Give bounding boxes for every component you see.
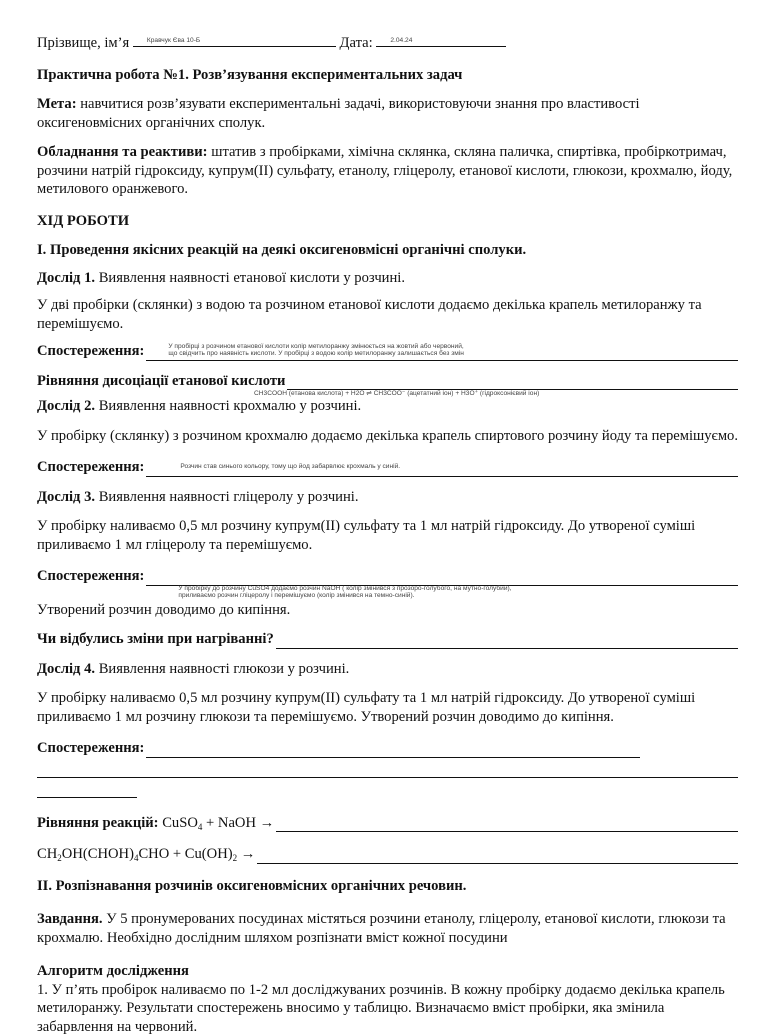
exp3-boil-text: Утворений розчин доводимо до кипіння.: [37, 601, 738, 620]
exp1-heading: [37, 269, 738, 288]
exp3-heading: [37, 488, 738, 507]
progress-heading: ХІД РОБОТИ: [37, 212, 738, 231]
exp2-label: Дослід 2.: [37, 398, 95, 414]
name-label: Прізвище, ім’я: [37, 35, 129, 51]
name-value: Кравчук Єва 10-Б: [147, 37, 200, 45]
exp2-text: У пробірку (склянку) з розчином крохмалю додаємо декілька крапель спиртового розчину йоду та перемішуємо.: [37, 427, 738, 446]
exp3-observation-field[interactable]: [146, 571, 738, 586]
name-field[interactable]: [133, 46, 336, 47]
reaction1-text: Рівняння реакцій: CuSO$_4$ + NaOH →: [37, 814, 274, 833]
equipment-paragraph: [37, 143, 738, 199]
exp2-title: Виявлення наявності крохмалю у розчині.: [99, 398, 361, 414]
equipment-text: штатив з пробірками, хімічна склянка, скляна паличка, спиртівка, пробіркотримач, розчини натрій гідроксиду, купрум(ІІ) сульфату, етанолу, гліцеролу, етанової кислоти, глюкози, крохмалю, йоду, метилового оранжевого.: [37, 144, 732, 197]
exp3-heat-question: Чи відбулись зміни при нагріванні?: [37, 630, 274, 649]
exp2-observation-row: [37, 458, 738, 477]
exp1-observation-line2: що свідчить про наявність кислоти. У пробірці з водою колір метилоранжу залишається без змін: [168, 350, 463, 358]
task-paragraph: [37, 910, 738, 947]
exp4-text: У пробірку наливаємо 0,5 мл розчину купрум(ІІ) сульфату та 1 мл натрій гідроксиду. До утвореної суміші приливаємо 1 мл розчину глюкози та перемішуємо. Утворений розчин доводимо до кипіння.: [37, 689, 738, 726]
page-title: Практична робота №1. Розв’язування експериментальних задач: [37, 66, 738, 85]
exp1-equation-field[interactable]: [287, 375, 738, 390]
date-label: Дата:: [340, 35, 373, 51]
exp1-title: Виявлення наявності етанової кислоти у розчині.: [99, 270, 405, 286]
exp4-observation-line-2[interactable]: [37, 763, 738, 778]
exp4-observation-label: Спостереження:: [37, 739, 144, 758]
reaction1-field[interactable]: [276, 817, 738, 832]
exp1-observation-label: Спостереження:: [37, 342, 144, 361]
reactions-label: Рівняння реакцій:: [37, 815, 159, 831]
exp2-observation-label: Спостереження:: [37, 458, 144, 477]
task-text: У 5 пронумерованих посудинах містяться розчини етанолу, гліцеролу, етанової кислоти, глюкози та крохмалю. Необхідно дослідним шляхом розпізнати вміст кожної посудини: [37, 911, 726, 946]
goal-paragraph: [37, 95, 738, 132]
exp3-label: Дослід 3.: [37, 489, 95, 505]
exp4-observation-row: [37, 739, 640, 758]
exp3-observation-line1: У пробірку до розчину CuSO4 додаємо розчин NaOH ( колір змінився з прозоро-голубого, на мутно-голубий),: [178, 585, 511, 593]
exp1-observation-row: [37, 342, 738, 361]
exp2-observation-value: Розчин став синього кольору, тому що йод забарвлює крохмаль у синій.: [180, 463, 400, 471]
exp3-heat-field[interactable]: [276, 634, 738, 649]
algorithm-heading: Алгоритм дослідження: [37, 962, 738, 981]
section2-heading: ІІ. Розпізнавання розчинів оксигеновмісних органічних речовин.: [37, 877, 738, 896]
exp2-observation-field[interactable]: [146, 462, 738, 477]
exp4-heading: [37, 660, 738, 679]
exp3-observation-label: Спостереження:: [37, 567, 144, 586]
reaction2-field[interactable]: [257, 849, 738, 864]
task-label: Завдання.: [37, 911, 103, 927]
exp3-observation-row: [37, 567, 738, 586]
exp3-observation-line2: приливаємо розчин гліцеролу і перемішуємо (колір змінився на темно-синій).: [178, 592, 414, 600]
exp4-observation-line-3[interactable]: [37, 783, 137, 798]
exp3-title: Виявлення наявності гліцеролу у розчині.: [99, 489, 359, 505]
exp3-text: У пробірку наливаємо 0,5 мл розчину купрум(ІІ) сульфату та 1 мл натрій гідроксиду. До утвореної суміші приливаємо 1 мл гліцеролу та перемішуємо.: [37, 517, 738, 554]
header-row: [37, 34, 738, 53]
exp2-heading: [37, 397, 738, 416]
reaction2-text: $CH_2OH(CHOH)_4CHO + Cu(OH)_2$ →: [37, 845, 255, 864]
exp1-equation-label: Рівняння дисоціації етанової кислоти: [37, 372, 285, 391]
exp1-observation-field[interactable]: [146, 346, 738, 361]
algorithm-step1: 1. У п’ять пробірок наливаємо по 1-2 мл досліджуваних розчинів. В кожну пробірку додаємо декілька крапель метилоранжу. Результати спостережень вносимо у таблицю. Визначаємо вміст пробірки, яка змінила забарвлення на червоний.: [37, 981, 738, 1036]
exp4-label: Дослід 4.: [37, 661, 95, 677]
goal-text: навчитися розв’язувати експериментальні задачі, використовуючи знання про властивості оксигеновмісних органічних сполук.: [37, 96, 640, 131]
reaction2-row: [37, 845, 738, 864]
exp1-observation-line1: У пробірці з розчином етанової кислоти колір метилоранжу змінюється на жовтий або червоний,: [168, 343, 463, 351]
exp1-text: У дві пробірки (склянки) з водою та розчином етанової кислоти додаємо декілька крапель метилоранжу та перемішуємо.: [37, 296, 738, 333]
exp4-observation-field[interactable]: [146, 743, 640, 758]
exp1-equation-row: [37, 372, 738, 391]
exp4-title: Виявлення наявності глюкози у розчині.: [99, 661, 350, 677]
equipment-label: Обладнання та реактиви:: [37, 144, 208, 160]
date-value: 2.04.24: [390, 37, 412, 45]
exp1-label: Дослід 1.: [37, 270, 95, 286]
exp1-equation-value: CH3COOH (етанова кислота) + H2O ⇌ CH3COO⁻ (ацетатний іон) + H3O⁺ (гідроксонієвий іон): [254, 390, 539, 398]
exp3-heat-row: [37, 630, 738, 649]
reaction1-row: [37, 814, 738, 833]
goal-label: Мета:: [37, 96, 77, 112]
date-field[interactable]: [376, 46, 506, 47]
section1-heading: І. Проведення якісних реакцій на деякі оксигеновмісні органічні сполуки.: [37, 241, 738, 260]
